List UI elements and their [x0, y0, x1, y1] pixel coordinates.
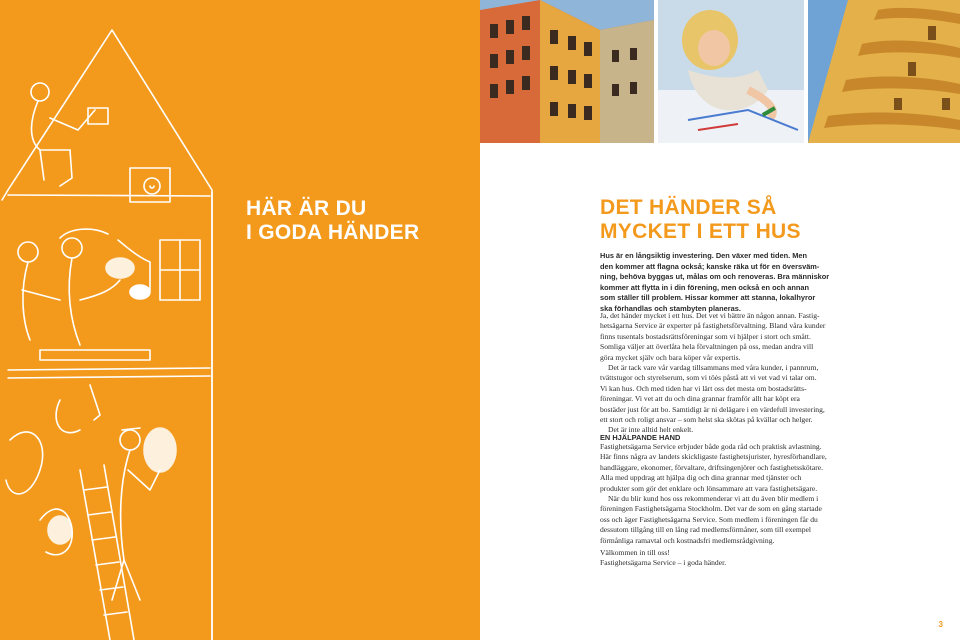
- body-line: tvättstugor och styrelserum, som vi töės påstå att vi vet vad vi talar om.: [600, 373, 817, 383]
- page-number: 3: [938, 620, 943, 629]
- body-line: Här finns några av landets skickligaste fastighetsjurister, hyresförhandlare,: [600, 452, 827, 462]
- closing-line: Fastighetsägarna Service – i goda händer.: [600, 558, 727, 568]
- lead-line: kommer att flytta in i din förening, men också en och annan: [600, 282, 810, 292]
- body-line: Somliga väljer att överlåta hela förvaltningen på oss, medan andra vill: [600, 342, 814, 352]
- body-line: föreningen Fastighetsägarna Stockholm. Det var de som en gång startade: [600, 504, 822, 514]
- body-line: dessutom tillgång till en lång rad medlemsförmåner, som till exempel: [600, 525, 812, 535]
- house-illustration: [0, 0, 250, 640]
- body-line: göra mycket själv och bara köper vår expertis.: [600, 352, 741, 362]
- lead-line: som ställer till problem. Hissar kommer att stanna, lokalhyror: [600, 293, 816, 303]
- body-line: finns tusentals bostadsrättsföreningar som vi hjälper i stort och smått.: [600, 331, 811, 341]
- right-page: [480, 0, 960, 640]
- closing-line: Välkommen in till oss!: [600, 548, 670, 557]
- body-line: Fastighetsägarna Service erbjuder både goda råd och praktisk avlastning.: [600, 442, 822, 451]
- body-line: Det är tack vare vår vardag tillsammans med våra kunder, i pannrum,: [608, 363, 819, 373]
- body-line: Alla med uppdrag att hjälpa dig och dina grannar med tjänster och: [600, 473, 802, 483]
- left-heading: [246, 197, 466, 245]
- body-line: produkter som gör det enklare och lönsammare att vara fastighetsägare.: [600, 483, 818, 493]
- left-heading-line-2: I GODA HÄNDER: [246, 221, 420, 244]
- photo-yellow-balconies: [808, 0, 960, 143]
- body-line: Det är inte alltid helt enkelt.: [608, 425, 694, 435]
- photo-buildings-facade: [480, 0, 654, 143]
- body-paragraph-intro: [600, 311, 836, 436]
- body-paragraph-helping-hand: [600, 442, 836, 546]
- body-line: bostäder just för att bo. Samtidigt är ni delägare i en värdefull investering,: [600, 404, 825, 414]
- lead-line: den kommer att flagna också; kanske räka ut för en översväm-: [600, 261, 820, 271]
- body-line: Ja, det händer mycket i ett hus. Det vet vi bättre än någon annan. Fastig-: [600, 311, 820, 320]
- photo-child-drawing: [658, 0, 804, 143]
- body-line: ett stort och roligt ansvar – som helst ska skötas på kvällar och helger.: [600, 415, 813, 425]
- page-title-line-1: DET HÄNDER SÅ: [600, 196, 777, 219]
- lead-paragraph: [600, 251, 832, 315]
- body-line: handläggare, ekonomer, förvaltare, driftsingenjörer och fastighetsskötare.: [600, 462, 823, 472]
- lead-line: Hus är en långsiktig investering. Den växer med tiden. Men: [600, 251, 807, 260]
- left-heading-line-1: HÄR ÄR DU: [246, 197, 367, 220]
- body-line: hetsägarna Service är experter på fastighetsförvaltning. Bland våra kunder: [600, 321, 826, 331]
- lead-line: ska förhandlas och stambyten planeras.: [600, 303, 741, 313]
- body-line: När du blir kund hos oss rekommenderar vi att du även blir medlem i: [608, 494, 819, 504]
- section-subheading: EN HJÄLPANDE HAND: [600, 433, 681, 442]
- body-line: förmånliga ramavtal och kostnadsfri medlemsrådgivning.: [600, 535, 775, 545]
- body-line: Vi kan hus. Och med tiden har vi lärt oss det mesta om bostadsrätts-: [600, 383, 807, 393]
- body-line: oss och äger Fastighetsägarna Service. Som medlem i föreningen får du: [600, 514, 818, 524]
- closing-lines: [600, 548, 836, 569]
- body-line: föreningar. Vi vet att du och dina grannar framför allt har köpt era: [600, 394, 800, 404]
- lead-line: ning, behöva byggas ut, målas om och renoveras. Bra människor: [600, 272, 830, 282]
- page-title: [600, 196, 840, 244]
- page-title-line-2: MYCKET I ETT HUS: [600, 220, 801, 243]
